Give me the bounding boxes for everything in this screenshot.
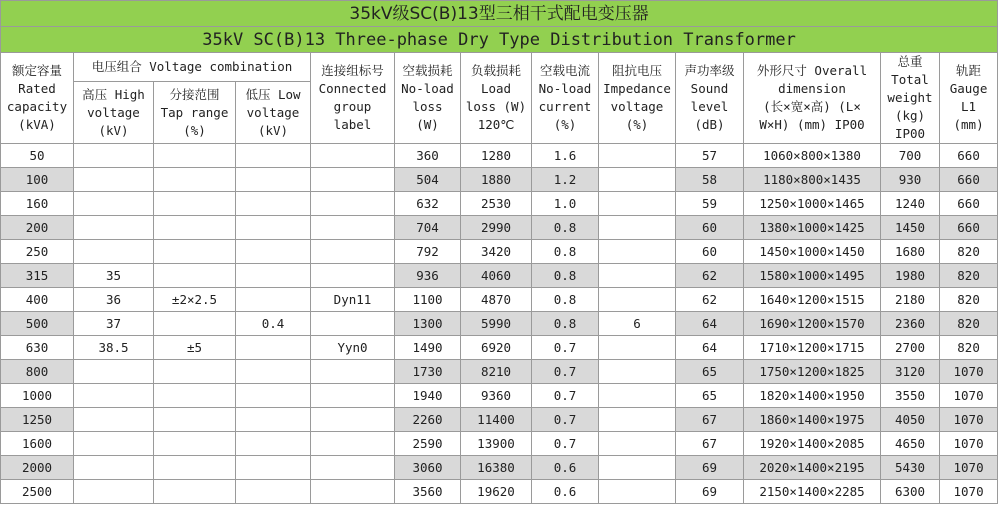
cell-dimension: 1060×800×1380 xyxy=(744,144,881,168)
cell-impedance xyxy=(599,264,676,288)
cell-load-loss: 2990 xyxy=(461,216,532,240)
header-group-label-en-1: Connected xyxy=(318,81,387,96)
header-noload-loss-unit: (W) xyxy=(416,117,439,132)
table-row xyxy=(1,408,998,432)
cell-weight: 3120 xyxy=(881,360,940,384)
header-load-loss-temp: 120℃ xyxy=(477,117,515,132)
header-dimension-3: (长×宽×高) (L× xyxy=(763,99,861,114)
header-noload-current xyxy=(532,53,599,144)
cell-load-loss: 16380 xyxy=(461,456,532,480)
cell-sound: 57 xyxy=(676,144,744,168)
table-row xyxy=(1,360,998,384)
cell-group: Dyn11 xyxy=(311,288,395,312)
cell-weight: 930 xyxy=(881,168,940,192)
cell-group xyxy=(311,216,395,240)
table-title-cn: 35kV级SC(B)13型三相干式配电变压器 xyxy=(1,1,998,27)
header-dimension xyxy=(744,53,881,144)
header-capacity-unit: (kVA) xyxy=(18,117,56,132)
cell-noload-current: 0.8 xyxy=(532,288,599,312)
cell-tap xyxy=(154,264,236,288)
cell-hv: 36 xyxy=(74,288,154,312)
cell-noload-current: 0.7 xyxy=(532,336,599,360)
cell-sound: 60 xyxy=(676,216,744,240)
cell-sound: 67 xyxy=(676,408,744,432)
cell-hv xyxy=(74,384,154,408)
cell-hv xyxy=(74,168,154,192)
table-row xyxy=(1,264,998,288)
header-capacity-cn: 额定容量 xyxy=(11,63,62,78)
header-hv xyxy=(74,82,154,144)
header-sound-en-1: Sound xyxy=(690,81,729,96)
cell-impedance: 6 xyxy=(599,312,676,336)
cell-weight: 6300 xyxy=(881,480,940,504)
title-row-cn xyxy=(1,1,998,27)
cell-sound: 69 xyxy=(676,480,744,504)
header-sound-cn: 声功率级 xyxy=(684,63,735,78)
header-group-label-en-3: label xyxy=(333,117,372,132)
cell-lv xyxy=(236,192,311,216)
cell-gauge: 1070 xyxy=(940,384,998,408)
header-load-loss-en-1: Load xyxy=(480,81,512,96)
cell-impedance xyxy=(599,480,676,504)
header-load-loss-en-2: loss (W) xyxy=(465,99,527,114)
cell-hv xyxy=(74,192,154,216)
header-impedance-unit: (%) xyxy=(625,117,649,132)
cell-load-loss: 1280 xyxy=(461,144,532,168)
cell-tap xyxy=(154,408,236,432)
cell-noload-current: 0.7 xyxy=(532,408,599,432)
header-weight-ip: IP00 xyxy=(894,126,926,141)
cell-capacity: 200 xyxy=(1,216,74,240)
cell-group xyxy=(311,408,395,432)
cell-noload-loss: 2260 xyxy=(395,408,461,432)
cell-tap xyxy=(154,432,236,456)
cell-capacity: 630 xyxy=(1,336,74,360)
cell-gauge: 820 xyxy=(940,288,998,312)
cell-capacity: 100 xyxy=(1,168,74,192)
header-impedance-en-2: voltage xyxy=(610,99,664,114)
cell-noload-loss: 792 xyxy=(395,240,461,264)
header-capacity xyxy=(1,53,74,144)
header-lv-2: voltage xyxy=(246,104,300,120)
cell-lv xyxy=(236,264,311,288)
header-noload-current-unit: (%) xyxy=(553,117,577,132)
cell-noload-current: 0.8 xyxy=(532,312,599,336)
cell-noload-loss: 1490 xyxy=(395,336,461,360)
cell-impedance xyxy=(599,240,676,264)
header-dimension-1: 外形尺寸 Overall xyxy=(756,63,868,78)
table-title-en: 35kV SC(B)13 Three-phase Dry Type Distribution Transformer xyxy=(1,27,998,53)
cell-sound: 64 xyxy=(676,312,744,336)
cell-dimension: 1860×1400×1975 xyxy=(744,408,881,432)
header-weight-en-2: weight xyxy=(887,90,933,105)
cell-impedance xyxy=(599,408,676,432)
cell-capacity: 2500 xyxy=(1,480,74,504)
header-hv-unit: (kV) xyxy=(98,122,129,138)
cell-gauge: 660 xyxy=(940,144,998,168)
header-voltage-combination: 电压组合 Voltage combination xyxy=(74,53,311,82)
cell-sound: 64 xyxy=(676,336,744,360)
cell-noload-current: 0.7 xyxy=(532,432,599,456)
cell-impedance xyxy=(599,288,676,312)
cell-lv xyxy=(236,408,311,432)
cell-lv xyxy=(236,456,311,480)
cell-group: Yyn0 xyxy=(311,336,395,360)
cell-tap: ±5 xyxy=(154,336,236,360)
header-dimension-4: W×H) (mm) IP00 xyxy=(759,117,865,132)
title-row-en xyxy=(1,27,998,53)
header-impedance-en-1: Impedance xyxy=(603,81,671,96)
cell-impedance xyxy=(599,384,676,408)
header-gauge-en: Gauge xyxy=(949,81,988,96)
cell-tap xyxy=(154,216,236,240)
cell-group xyxy=(311,144,395,168)
header-weight-unit: (kg) xyxy=(894,108,926,123)
header-row-1 xyxy=(1,53,998,82)
cell-gauge: 820 xyxy=(940,240,998,264)
cell-load-loss: 4870 xyxy=(461,288,532,312)
cell-sound: 69 xyxy=(676,456,744,480)
cell-noload-current: 0.8 xyxy=(532,216,599,240)
cell-tap xyxy=(154,192,236,216)
cell-tap xyxy=(154,360,236,384)
cell-gauge: 1070 xyxy=(940,408,998,432)
cell-capacity: 800 xyxy=(1,360,74,384)
cell-noload-current: 0.7 xyxy=(532,384,599,408)
cell-tap xyxy=(154,312,236,336)
cell-sound: 67 xyxy=(676,432,744,456)
cell-tap xyxy=(154,240,236,264)
cell-noload-loss: 3560 xyxy=(395,480,461,504)
cell-dimension: 1580×1000×1495 xyxy=(744,264,881,288)
header-hv-2: voltage xyxy=(87,104,140,120)
cell-noload-current: 0.6 xyxy=(532,456,599,480)
cell-dimension: 1640×1200×1515 xyxy=(744,288,881,312)
cell-group xyxy=(311,312,395,336)
cell-hv xyxy=(74,456,154,480)
cell-hv xyxy=(74,360,154,384)
cell-load-loss: 4060 xyxy=(461,264,532,288)
cell-capacity: 1000 xyxy=(1,384,74,408)
cell-gauge: 1070 xyxy=(940,456,998,480)
cell-hv xyxy=(74,240,154,264)
header-capacity-en-2: capacity xyxy=(6,99,68,114)
header-group-label xyxy=(311,53,395,144)
cell-weight: 1450 xyxy=(881,216,940,240)
spec-table-body xyxy=(1,144,998,504)
cell-noload-current: 0.6 xyxy=(532,480,599,504)
cell-tap xyxy=(154,144,236,168)
table-row xyxy=(1,384,998,408)
cell-noload-loss: 1100 xyxy=(395,288,461,312)
cell-lv xyxy=(236,240,311,264)
cell-noload-current: 0.8 xyxy=(532,264,599,288)
table-row xyxy=(1,432,998,456)
cell-hv xyxy=(74,216,154,240)
cell-weight: 4650 xyxy=(881,432,940,456)
table-row xyxy=(1,456,998,480)
cell-load-loss: 3420 xyxy=(461,240,532,264)
cell-gauge: 660 xyxy=(940,192,998,216)
cell-lv xyxy=(236,336,311,360)
cell-load-loss: 1880 xyxy=(461,168,532,192)
cell-impedance xyxy=(599,336,676,360)
cell-lv xyxy=(236,480,311,504)
header-sound-unit: (dB) xyxy=(694,117,725,132)
table-row xyxy=(1,192,998,216)
header-noload-loss xyxy=(395,53,461,144)
cell-noload-current: 0.7 xyxy=(532,360,599,384)
cell-group xyxy=(311,192,395,216)
cell-gauge: 660 xyxy=(940,216,998,240)
cell-capacity: 500 xyxy=(1,312,74,336)
cell-dimension: 1450×1000×1450 xyxy=(744,240,881,264)
cell-lv xyxy=(236,432,311,456)
cell-weight: 1680 xyxy=(881,240,940,264)
cell-hv xyxy=(74,432,154,456)
header-gauge-l1: L1 xyxy=(961,99,977,114)
cell-sound: 65 xyxy=(676,384,744,408)
cell-capacity: 1250 xyxy=(1,408,74,432)
header-noload-loss-en-1: No-load xyxy=(401,81,454,96)
header-weight-cn: 总重 xyxy=(897,54,923,69)
header-lv-1: 低压 Low xyxy=(245,86,301,102)
cell-dimension: 1250×1000×1465 xyxy=(744,192,881,216)
cell-sound: 59 xyxy=(676,192,744,216)
cell-noload-loss: 1730 xyxy=(395,360,461,384)
cell-group xyxy=(311,456,395,480)
cell-group xyxy=(311,168,395,192)
cell-dimension: 1180×800×1435 xyxy=(744,168,881,192)
cell-capacity: 50 xyxy=(1,144,74,168)
cell-weight: 700 xyxy=(881,144,940,168)
header-noload-current-en-1: No-load xyxy=(538,81,592,96)
cell-load-loss: 13900 xyxy=(461,432,532,456)
cell-hv xyxy=(74,408,154,432)
cell-dimension: 1690×1200×1570 xyxy=(744,312,881,336)
cell-group xyxy=(311,240,395,264)
cell-weight: 1980 xyxy=(881,264,940,288)
header-load-loss-cn: 负载损耗 xyxy=(470,63,521,78)
cell-impedance xyxy=(599,456,676,480)
cell-tap xyxy=(154,480,236,504)
cell-load-loss: 2530 xyxy=(461,192,532,216)
cell-lv xyxy=(236,360,311,384)
cell-weight: 4050 xyxy=(881,408,940,432)
cell-capacity: 400 xyxy=(1,288,74,312)
cell-impedance xyxy=(599,144,676,168)
cell-sound: 58 xyxy=(676,168,744,192)
cell-gauge: 1070 xyxy=(940,480,998,504)
cell-noload-loss: 3060 xyxy=(395,456,461,480)
table-row xyxy=(1,240,998,264)
cell-noload-current: 1.2 xyxy=(532,168,599,192)
cell-lv xyxy=(236,144,311,168)
cell-impedance xyxy=(599,432,676,456)
cell-weight: 5430 xyxy=(881,456,940,480)
cell-gauge: 1070 xyxy=(940,360,998,384)
cell-hv: 37 xyxy=(74,312,154,336)
cell-tap xyxy=(154,456,236,480)
header-load-loss xyxy=(461,53,532,144)
header-tap-cn: 分接范围 xyxy=(169,86,220,102)
cell-sound: 60 xyxy=(676,240,744,264)
cell-sound: 62 xyxy=(676,288,744,312)
cell-dimension: 1920×1400×2085 xyxy=(744,432,881,456)
cell-load-loss: 6920 xyxy=(461,336,532,360)
cell-gauge: 660 xyxy=(940,168,998,192)
cell-group xyxy=(311,360,395,384)
header-sound-level xyxy=(676,53,744,144)
cell-group xyxy=(311,264,395,288)
cell-group xyxy=(311,480,395,504)
cell-capacity: 315 xyxy=(1,264,74,288)
cell-load-loss: 5990 xyxy=(461,312,532,336)
header-impedance-cn: 阻抗电压 xyxy=(611,63,662,78)
cell-hv xyxy=(74,480,154,504)
cell-tap: ±2×2.5 xyxy=(154,288,236,312)
cell-dimension: 1710×1200×1715 xyxy=(744,336,881,360)
cell-weight: 1240 xyxy=(881,192,940,216)
cell-lv xyxy=(236,168,311,192)
cell-tap xyxy=(154,384,236,408)
header-tap-en: Tap range xyxy=(160,104,229,120)
cell-gauge: 820 xyxy=(940,264,998,288)
header-gauge-cn: 轨距 xyxy=(956,63,982,78)
table-row xyxy=(1,168,998,192)
cell-capacity: 250 xyxy=(1,240,74,264)
cell-group xyxy=(311,432,395,456)
cell-tap xyxy=(154,168,236,192)
cell-noload-loss: 504 xyxy=(395,168,461,192)
cell-weight: 2180 xyxy=(881,288,940,312)
header-noload-current-cn: 空载电流 xyxy=(539,63,590,78)
cell-load-loss: 19620 xyxy=(461,480,532,504)
cell-gauge: 820 xyxy=(940,336,998,360)
cell-load-loss: 11400 xyxy=(461,408,532,432)
header-hv-1: 高压 High xyxy=(82,86,145,102)
cell-lv xyxy=(236,216,311,240)
cell-load-loss: 9360 xyxy=(461,384,532,408)
cell-weight: 2700 xyxy=(881,336,940,360)
cell-noload-loss: 360 xyxy=(395,144,461,168)
header-lv xyxy=(236,82,311,144)
cell-capacity: 1600 xyxy=(1,432,74,456)
cell-noload-loss: 1940 xyxy=(395,384,461,408)
cell-dimension: 1380×1000×1425 xyxy=(744,216,881,240)
table-row xyxy=(1,288,998,312)
header-capacity-en-1: Rated xyxy=(18,81,56,96)
table-row xyxy=(1,336,998,360)
cell-hv: 38.5 xyxy=(74,336,154,360)
cell-impedance xyxy=(599,216,676,240)
header-weight xyxy=(881,53,940,144)
cell-hv xyxy=(74,144,154,168)
header-tap-range xyxy=(154,82,236,144)
cell-capacity: 160 xyxy=(1,192,74,216)
header-gauge xyxy=(940,53,998,144)
cell-capacity: 2000 xyxy=(1,456,74,480)
cell-dimension: 1750×1200×1825 xyxy=(744,360,881,384)
header-noload-loss-en-2: loss xyxy=(412,99,443,114)
cell-lv xyxy=(236,384,311,408)
header-impedance xyxy=(599,53,676,144)
header-lv-unit: (kV) xyxy=(257,122,289,138)
header-weight-en-1: Total xyxy=(891,72,929,87)
cell-weight: 2360 xyxy=(881,312,940,336)
cell-dimension: 1820×1400×1950 xyxy=(744,384,881,408)
cell-noload-loss: 1300 xyxy=(395,312,461,336)
header-group-label-cn: 连接组标号 xyxy=(321,63,384,78)
cell-hv: 35 xyxy=(74,264,154,288)
cell-noload-current: 1.0 xyxy=(532,192,599,216)
table-row xyxy=(1,480,998,504)
header-tap-unit: (%) xyxy=(183,122,206,138)
cell-noload-current: 0.8 xyxy=(532,240,599,264)
cell-impedance xyxy=(599,168,676,192)
header-group-label-en-2: group xyxy=(333,99,372,114)
cell-weight: 3550 xyxy=(881,384,940,408)
cell-impedance xyxy=(599,360,676,384)
cell-noload-loss: 936 xyxy=(395,264,461,288)
table-row xyxy=(1,216,998,240)
cell-noload-loss: 632 xyxy=(395,192,461,216)
cell-dimension: 2020×1400×2195 xyxy=(744,456,881,480)
cell-group xyxy=(311,384,395,408)
cell-dimension: 2150×1400×2285 xyxy=(744,480,881,504)
cell-load-loss: 8210 xyxy=(461,360,532,384)
header-dimension-2: dimension xyxy=(778,81,846,96)
header-gauge-unit: (mm) xyxy=(953,117,984,132)
header-sound-en-2: level xyxy=(690,99,729,114)
cell-lv xyxy=(236,288,311,312)
cell-gauge: 1070 xyxy=(940,432,998,456)
cell-noload-current: 1.6 xyxy=(532,144,599,168)
table-row xyxy=(1,144,998,168)
table-row xyxy=(1,312,998,336)
header-noload-current-en-2: current xyxy=(538,99,592,114)
cell-impedance xyxy=(599,192,676,216)
cell-noload-loss: 2590 xyxy=(395,432,461,456)
cell-sound: 62 xyxy=(676,264,744,288)
cell-lv: 0.4 xyxy=(236,312,311,336)
cell-noload-loss: 704 xyxy=(395,216,461,240)
cell-sound: 65 xyxy=(676,360,744,384)
cell-gauge: 820 xyxy=(940,312,998,336)
header-noload-loss-cn: 空载损耗 xyxy=(402,63,453,78)
